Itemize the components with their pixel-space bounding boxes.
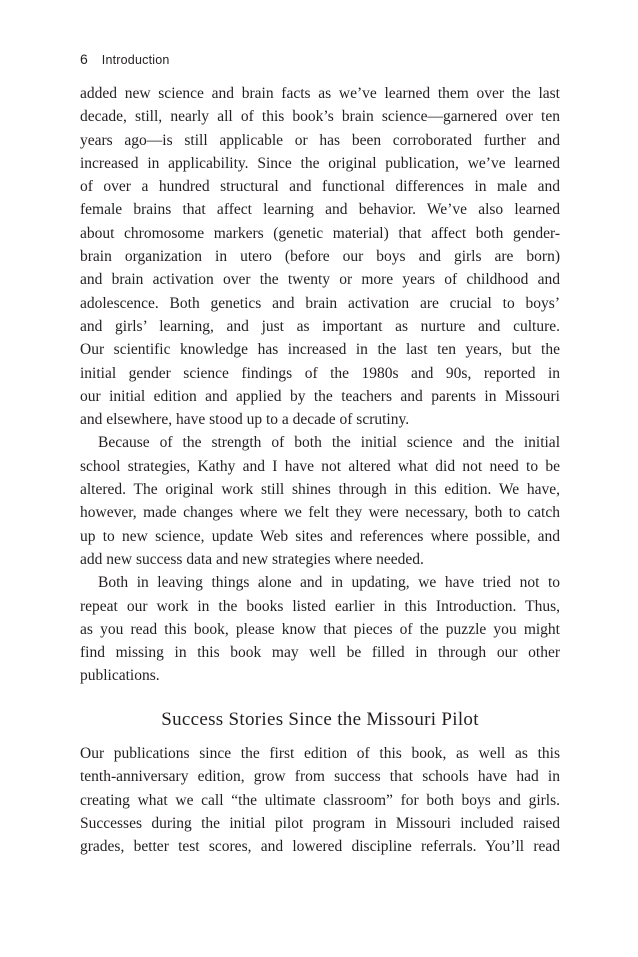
body-text-top (80, 82, 560, 688)
paragraph (80, 571, 560, 687)
text-line: Because of the strength of both the initial science and the initial (98, 434, 560, 452)
text-line: altered. The original work still shines through in this edition. We have, (80, 481, 560, 499)
text-line: repeat our work in the books listed earlier in this Introduction. Thus, (80, 597, 560, 615)
text-line: adolescence. Both genetics and brain activation are crucial to boys’ (80, 294, 560, 312)
text-line: and girls’ learning, and just as important as nurture and culture. (80, 317, 560, 335)
body-text-bottom (80, 742, 560, 858)
text-line: added new science and brain facts as we’ve learned them over the last (80, 85, 560, 102)
text-line: publications. (80, 667, 160, 685)
text-line: decade, still, nearly all of this book’s brain science—garnered over ten (80, 108, 560, 126)
text-line: Our scientific knowledge has increased in the last ten years, but the (80, 341, 560, 359)
text-line: as you read this book, please know that pieces of the puzzle you might (80, 620, 560, 638)
text-line: female brains that affect learning and behavior. We’ve also learned (80, 201, 560, 219)
text-line: initial gender science findings of the 1980s and 90s, reported in (80, 364, 560, 382)
text-line: add new success data and new strategies where needed. (80, 550, 424, 568)
running-head (80, 50, 170, 69)
running-head-section: Introduction (101, 53, 170, 67)
text-line: school strategies, Kathy and I have not altered what did not need to be (80, 457, 560, 475)
text-line: grades, better test scores, and lowered discipline referrals. You’ll read (80, 838, 560, 856)
paragraph (80, 431, 560, 571)
text-line: tenth-anniversary edition, grow from success that schools have had in (80, 768, 560, 786)
page-number: 6 (80, 51, 88, 67)
text-line: of over a hundred structural and functional differences in male and (80, 178, 560, 196)
text-line: brain organization in utero (before our boys and girls are born) (80, 248, 560, 266)
text-line: up to new science, update Web sites and references where possible, and (80, 527, 560, 545)
text-line: however, made changes where we felt they were necessary, both to catch (80, 504, 560, 522)
text-line: years ago—is still applicable or has been corroborated further and (80, 131, 560, 149)
text-line: and elsewhere, have stood up to a decade of scrutiny. (80, 411, 410, 429)
section-heading: Success Stories Since the Missouri Pilot (161, 709, 479, 730)
text-line: our initial edition and applied by the teachers and parents in Missouri (80, 387, 560, 405)
text-line: and brain activation over the twenty or more years of childhood and (80, 271, 560, 289)
text-line: creating what we call “the ultimate classroom” for both boys and girls. (80, 791, 560, 809)
paragraph (80, 742, 560, 858)
text-line: Successes during the initial pilot program in Missouri included raised (80, 814, 560, 832)
text-line: Our publications since the first edition of this book, as well as this (80, 745, 560, 762)
text-line: increased in applicability. Since the original publication, we’ve learned (80, 154, 560, 172)
paragraph (80, 82, 560, 431)
text-line: about chromosome markers (genetic material) that affect both gender- (80, 224, 560, 242)
text-line: Both in leaving things alone and in updating, we have tried not to (98, 574, 560, 592)
text-line: find missing in this book may well be filled in through our other (80, 644, 560, 662)
